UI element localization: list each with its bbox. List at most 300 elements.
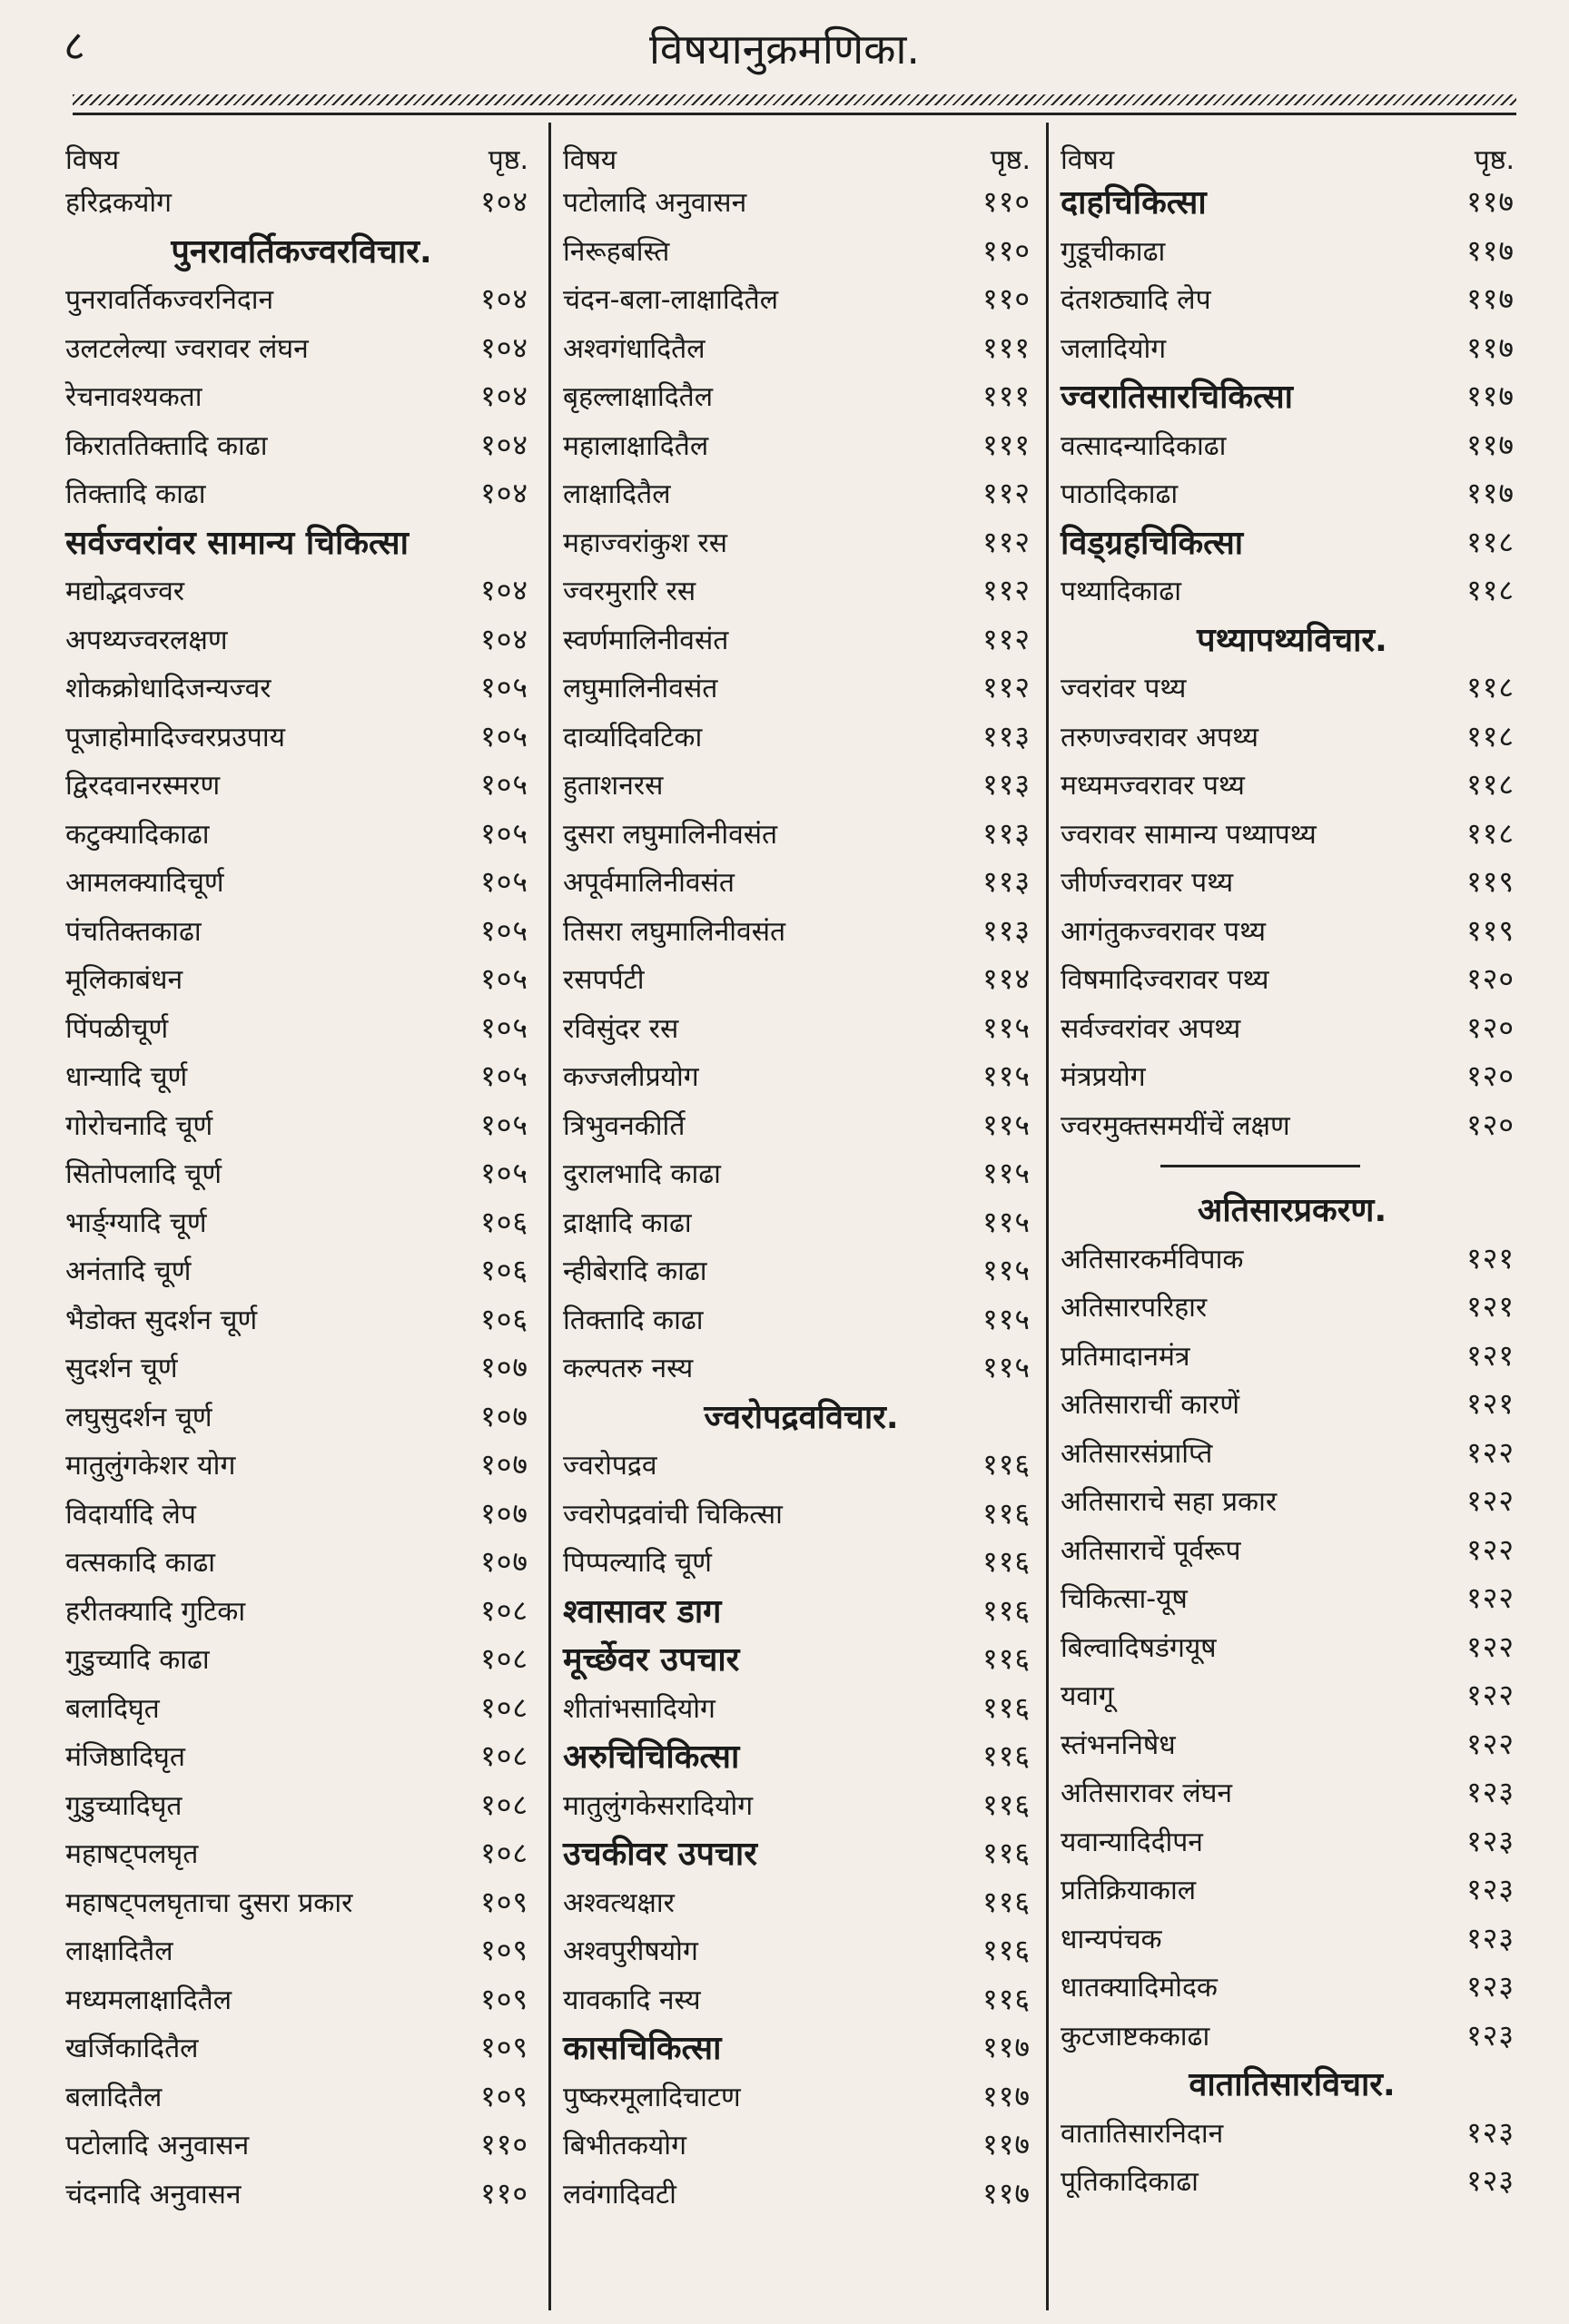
entry-title: दुरालभादि काढा bbox=[563, 1158, 721, 1191]
index-entry bbox=[563, 1537, 1040, 1586]
subsection-entry bbox=[563, 1828, 1040, 1877]
entry-page-number: ११८ bbox=[1466, 524, 1515, 559]
entry-title: वातातिसारविचार. bbox=[1189, 2066, 1396, 2104]
entry-title: शीतांभसादियोग bbox=[563, 1692, 715, 1725]
index-entry bbox=[563, 663, 1040, 712]
entry-title: बिल्वादिषडंगयूष bbox=[1061, 1631, 1217, 1664]
entry-page-number: १०९ bbox=[480, 1933, 528, 1968]
entry-title: अतिसारकर्मविपाक bbox=[1061, 1243, 1244, 1275]
entry-page-number: ११९ bbox=[1466, 912, 1515, 948]
entry-page-number: १२३ bbox=[1466, 2017, 1515, 2053]
entry-title: गोरोचनादि चूर्ण bbox=[65, 1109, 213, 1142]
entry-page-number: ११६ bbox=[982, 1981, 1031, 2016]
index-entry bbox=[65, 1731, 538, 1780]
entry-page-number: १०४ bbox=[480, 573, 528, 608]
entry-page-number: ११५ bbox=[982, 1009, 1031, 1045]
entry-title: जीर्णज्वरावर पथ्य bbox=[1061, 867, 1234, 900]
index-entry bbox=[65, 712, 538, 761]
index-entry bbox=[563, 809, 1040, 858]
entry-page-number: १०७ bbox=[480, 1495, 528, 1531]
entry-page-number: १०८ bbox=[480, 1592, 528, 1628]
index-entry bbox=[1061, 1428, 1524, 1477]
entry-title: अतिसारसंप्राप्ति bbox=[1061, 1437, 1213, 1470]
entry-page-number: ११३ bbox=[982, 912, 1031, 948]
entry-title: दार्व्यादिवटिका bbox=[563, 721, 703, 753]
index-entry bbox=[1061, 1003, 1524, 1052]
entry-page-number: ११६ bbox=[982, 1933, 1031, 1968]
entry-page-number: १०८ bbox=[480, 1787, 528, 1822]
subsection-entry bbox=[65, 517, 538, 566]
entry-title: आगंतुकज्वरावर पथ्य bbox=[1061, 915, 1267, 948]
index-entry bbox=[65, 1051, 538, 1100]
entry-title: बृहल्लाक्षादितैल bbox=[563, 381, 714, 414]
entry-page-number: १२२ bbox=[1466, 1726, 1515, 1761]
entry-page-number: ११० bbox=[480, 2127, 528, 2162]
index-entry bbox=[65, 274, 538, 323]
entry-title: अतिसारावर लंघन bbox=[1061, 1777, 1233, 1810]
entry-title: ज्वरोपद्रवविचार. bbox=[704, 1398, 899, 1436]
index-entry bbox=[1061, 566, 1524, 615]
entry-page-number: १०६ bbox=[480, 1253, 528, 1288]
entry-title: ज्वरमुक्तसमयींचें लक्षण bbox=[1061, 1109, 1290, 1142]
entry-title: लाक्षादितैल bbox=[65, 1935, 173, 1968]
entry-title: बलादितैल bbox=[65, 2081, 163, 2113]
entry-page-number: ११६ bbox=[982, 1592, 1031, 1628]
entry-title: मंत्रप्रयोग bbox=[1061, 1061, 1146, 1094]
entry-title: बिभीतकयोग bbox=[563, 2130, 686, 2162]
index-entry bbox=[563, 1148, 1040, 1197]
index-entry bbox=[65, 1148, 538, 1197]
entry-title: उचकीवर उपचार bbox=[563, 1836, 757, 1874]
entry-title: विदार्यादि लेप bbox=[65, 1498, 196, 1531]
entry-title: भैडोक्त सुदर्शन चूर्ण bbox=[65, 1304, 258, 1336]
index-entry bbox=[1061, 1817, 1524, 1866]
index-entry bbox=[1061, 1525, 1524, 1574]
index-entry bbox=[65, 1295, 538, 1344]
entry-title: खर्जिकादितैल bbox=[65, 2033, 199, 2065]
subsection-entry bbox=[1061, 371, 1524, 420]
index-entry bbox=[65, 420, 538, 469]
index-entry bbox=[65, 1780, 538, 1829]
index-entry bbox=[563, 712, 1040, 761]
index-entry bbox=[1061, 420, 1524, 469]
entry-page-number: ११० bbox=[480, 2175, 528, 2211]
index-entry bbox=[1061, 323, 1524, 372]
index-entry bbox=[563, 2072, 1040, 2121]
entry-page-number: ११५ bbox=[982, 1350, 1031, 1385]
index-entry bbox=[65, 1343, 538, 1392]
entry-title: धान्यादि चूर्ण bbox=[65, 1061, 188, 1094]
entry-title: वातातिसारनिदान bbox=[1061, 2117, 1224, 2150]
entry-title: पुष्करमूलादिचाटण bbox=[563, 2081, 741, 2113]
entry-page-number: ११६ bbox=[982, 1641, 1031, 1677]
entry-page-number: १०५ bbox=[480, 718, 528, 753]
entry-page-number: १२३ bbox=[1466, 1775, 1515, 1810]
index-entry bbox=[65, 177, 538, 226]
entry-title: अश्वगंधादितैल bbox=[563, 332, 706, 365]
entry-title: दाहचिकित्सा bbox=[1061, 184, 1207, 222]
entry-page-number: ११३ bbox=[982, 864, 1031, 900]
entry-page-number: १०६ bbox=[480, 1301, 528, 1336]
index-column-3 bbox=[1061, 123, 1524, 2301]
page-number: ८ bbox=[64, 21, 85, 70]
index-entry bbox=[563, 1100, 1040, 1149]
entry-page-number: ११२ bbox=[982, 476, 1031, 511]
entry-title: लघुमालिनीवसंत bbox=[563, 673, 718, 705]
decorative-border bbox=[73, 94, 1516, 105]
entry-page-number: १०९ bbox=[480, 1884, 528, 1919]
index-entry bbox=[1061, 2108, 1524, 2157]
entry-page-number: ११० bbox=[982, 281, 1031, 317]
entry-page-number: १०८ bbox=[480, 1689, 528, 1725]
entry-title: अतिसारपरिहार bbox=[1061, 1292, 1208, 1324]
entry-title: विषमादिज्वरावर पथ्य bbox=[1061, 964, 1269, 997]
index-entry bbox=[563, 954, 1040, 1003]
entry-title: गुडूचीकाढा bbox=[1061, 235, 1166, 268]
entry-title: पाठादिकाढा bbox=[1061, 478, 1179, 511]
entry-page-number: ११८ bbox=[1466, 767, 1515, 803]
entry-title: अतिसाराचे सहा प्रकार bbox=[1061, 1486, 1278, 1519]
entry-page-number: ११६ bbox=[982, 1447, 1031, 1482]
index-entry bbox=[65, 1489, 538, 1538]
entry-title: मातुलुंगकेसरादियोग bbox=[563, 1789, 754, 1822]
entry-page-number: १११ bbox=[982, 330, 1031, 365]
index-entry bbox=[65, 663, 538, 712]
entry-title: द्राक्षादि काढा bbox=[563, 1206, 692, 1239]
index-entry bbox=[563, 1489, 1040, 1538]
index-entry bbox=[563, 1925, 1040, 1974]
entry-page-number: १२० bbox=[1466, 961, 1515, 997]
column-header bbox=[65, 123, 538, 177]
index-entry bbox=[563, 857, 1040, 906]
entry-page-number: ११८ bbox=[1466, 718, 1515, 753]
entry-page-number: १२२ bbox=[1466, 1531, 1515, 1567]
entry-title: अतिसाराचें पूर्वरूप bbox=[1061, 1534, 1241, 1567]
index-entry bbox=[563, 517, 1040, 566]
entry-page-number: १०६ bbox=[480, 1204, 528, 1239]
entry-title: तिक्तादि काढा bbox=[563, 1304, 704, 1336]
entry-title: मातुलुंगकेशर योग bbox=[65, 1450, 236, 1482]
entry-page-number: १२१ bbox=[1466, 1289, 1515, 1324]
index-entry bbox=[1061, 1622, 1524, 1671]
entry-page-number: १०९ bbox=[480, 2030, 528, 2065]
entry-title: पुनरावर्तिकज्वरविचार. bbox=[171, 232, 432, 271]
entry-title: गुडुच्यादि काढा bbox=[65, 1644, 210, 1677]
entry-title: जलादियोग bbox=[1061, 332, 1167, 365]
entry-title: हरीतक्यादि गुटिका bbox=[65, 1595, 246, 1628]
entry-title: मद्योद्भवज्वर bbox=[65, 576, 185, 608]
index-column-1 bbox=[65, 123, 538, 2301]
entry-page-number: १०७ bbox=[480, 1398, 528, 1433]
entry-page-number: १२३ bbox=[1466, 2114, 1515, 2150]
index-entry bbox=[1061, 1573, 1524, 1622]
entry-page-number: ११७ bbox=[1466, 427, 1515, 462]
entry-page-number: ११७ bbox=[1466, 232, 1515, 268]
subsection-entry bbox=[1061, 517, 1524, 566]
entry-title: सर्वज्वरांवर सामान्य चिकित्सा bbox=[65, 524, 409, 562]
index-entry bbox=[65, 906, 538, 955]
index-entry bbox=[563, 1197, 1040, 1246]
entry-title: महाषट्पलघृत bbox=[65, 1838, 199, 1871]
entry-title: चंदन-बला-लाक्षादितैल bbox=[563, 284, 779, 317]
entry-page-number: १२३ bbox=[1466, 1969, 1515, 2004]
index-entry bbox=[563, 2120, 1040, 2169]
entry-page-number: ११२ bbox=[982, 524, 1031, 559]
entry-title: अश्वपुरीषयोग bbox=[563, 1935, 698, 1968]
entry-title: स्तंभननिषेध bbox=[1061, 1728, 1176, 1761]
entry-page-number: १०५ bbox=[480, 1107, 528, 1142]
entry-page-number: ११७ bbox=[1466, 184, 1515, 220]
index-entry bbox=[1061, 1331, 1524, 1380]
index-entry bbox=[1061, 468, 1524, 517]
entry-page-number: १२१ bbox=[1466, 1337, 1515, 1373]
entry-title: यावकादि नस्य bbox=[563, 1984, 701, 2016]
entry-page-number: १०४ bbox=[480, 379, 528, 414]
entry-page-number: १२२ bbox=[1466, 1678, 1515, 1713]
entry-page-number: ११३ bbox=[982, 815, 1031, 851]
index-entry bbox=[65, 1440, 538, 1489]
header-subject-label: विषय bbox=[563, 144, 617, 176]
index-entry bbox=[65, 1246, 538, 1295]
entry-title: हुताशनरस bbox=[563, 770, 664, 803]
index-entry bbox=[1061, 809, 1524, 858]
entry-page-number: ११५ bbox=[982, 1107, 1031, 1142]
index-entry bbox=[563, 1343, 1040, 1392]
entry-title: बलादिघृत bbox=[65, 1692, 160, 1725]
index-entry bbox=[563, 371, 1040, 420]
index-entry bbox=[65, 323, 538, 372]
index-entry bbox=[563, 1440, 1040, 1489]
entry-title: मध्यमलाक्षादितैल bbox=[65, 1984, 232, 2016]
entry-title: ज्वरांवर पथ्य bbox=[1061, 673, 1187, 705]
entry-page-number: ११६ bbox=[982, 1787, 1031, 1822]
entry-page-number: १०८ bbox=[480, 1836, 528, 1871]
entry-title: पूजाहोमादिज्वरप्रउपाय bbox=[65, 721, 286, 753]
entry-page-number: ११५ bbox=[982, 1253, 1031, 1288]
entry-title: लवंगादिवटी bbox=[563, 2178, 676, 2211]
section-heading bbox=[1061, 1185, 1524, 1234]
entry-page-number: ११२ bbox=[982, 573, 1031, 608]
index-entry bbox=[1061, 906, 1524, 955]
entry-page-number: १२३ bbox=[1466, 1823, 1515, 1858]
entry-title: उलटलेल्या ज्वरावर लंघन bbox=[65, 332, 309, 365]
entry-title: प्रतिक्रियाकाल bbox=[1061, 1875, 1197, 1907]
entry-title: पथ्यापथ्यविचार. bbox=[1197, 621, 1387, 659]
index-entry bbox=[1061, 274, 1524, 323]
entry-title: पिप्पल्यादि चूर्ण bbox=[563, 1547, 712, 1580]
index-column-2 bbox=[563, 123, 1040, 2301]
entry-title: महाषट्पलघृताचा दुसरा प्रकार bbox=[65, 1886, 353, 1919]
entry-title: अतिसारप्रकरण. bbox=[1197, 1192, 1387, 1230]
index-entry bbox=[65, 2072, 538, 2121]
entry-page-number: ११७ bbox=[1466, 476, 1515, 511]
page-title: विषयानुक्रमणिका. bbox=[648, 25, 921, 74]
entry-page-number: ११८ bbox=[1466, 670, 1515, 705]
entry-title: रसपर्पटी bbox=[563, 964, 645, 997]
index-entry bbox=[65, 1634, 538, 1683]
index-entry bbox=[1061, 1865, 1524, 1914]
section-heading bbox=[65, 226, 538, 275]
column-header bbox=[1061, 123, 1524, 177]
entry-page-number: १२३ bbox=[1466, 1920, 1515, 1955]
entry-title: अपथ्यज्वरलक्षण bbox=[65, 624, 228, 656]
index-entry bbox=[563, 323, 1040, 372]
entry-page-number: ११८ bbox=[1466, 573, 1515, 608]
entry-page-number: ११७ bbox=[1466, 330, 1515, 365]
subsection-entry bbox=[563, 1634, 1040, 1683]
index-entry bbox=[1061, 954, 1524, 1003]
index-entry bbox=[563, 226, 1040, 275]
entry-page-number: ११५ bbox=[982, 1204, 1031, 1239]
index-entry bbox=[1061, 2156, 1524, 2205]
index-entry bbox=[1061, 1962, 1524, 2011]
entry-title: सर्वज्वरांवर अपथ्य bbox=[1061, 1012, 1241, 1045]
entry-title: कुटजाष्टककाढा bbox=[1061, 2020, 1210, 2053]
entry-title: वत्सादन्यादिकाढा bbox=[1061, 429, 1227, 462]
entry-title: मूलिकाबंधन bbox=[65, 964, 183, 997]
entry-page-number: १०४ bbox=[480, 184, 528, 220]
entry-page-number: ११८ bbox=[1466, 815, 1515, 851]
entry-page-number: ११६ bbox=[982, 1884, 1031, 1919]
entry-page-number: १२० bbox=[1466, 1059, 1515, 1094]
index-entry bbox=[563, 615, 1040, 664]
entry-page-number: १०८ bbox=[480, 1738, 528, 1774]
index-entry bbox=[65, 2120, 538, 2169]
entry-page-number: १२२ bbox=[1466, 1581, 1515, 1616]
index-entry bbox=[563, 1295, 1040, 1344]
entry-title: आमलक्यादिचूर्ण bbox=[65, 867, 224, 900]
entry-page-number: ११७ bbox=[1466, 379, 1515, 414]
index-entry bbox=[65, 1828, 538, 1877]
entry-page-number: १०४ bbox=[480, 427, 528, 462]
entry-title: विड्ग्रहचिकित्सा bbox=[1061, 524, 1244, 562]
index-entry bbox=[1061, 1051, 1524, 1100]
entry-page-number: १०५ bbox=[480, 961, 528, 997]
index-entry bbox=[65, 857, 538, 906]
entry-page-number: ११३ bbox=[982, 767, 1031, 803]
index-entry bbox=[65, 371, 538, 420]
entry-page-number: १२२ bbox=[1466, 1434, 1515, 1470]
index-entry bbox=[1061, 663, 1524, 712]
entry-page-number: ११४ bbox=[982, 961, 1031, 997]
index-entry bbox=[65, 1974, 538, 2024]
header-subject-label: विषय bbox=[65, 144, 120, 176]
entry-page-number: १११ bbox=[982, 427, 1031, 462]
entry-title: निरूहबस्ति bbox=[563, 235, 670, 268]
entry-page-number: १२२ bbox=[1466, 1629, 1515, 1664]
entry-page-number: ११२ bbox=[982, 670, 1031, 705]
index-entry bbox=[1061, 712, 1524, 761]
entry-title: चिकित्सा-यूष bbox=[1061, 1583, 1188, 1616]
index-entry bbox=[65, 2023, 538, 2072]
entry-page-number: ११७ bbox=[982, 2127, 1031, 2162]
index-entry bbox=[563, 760, 1040, 809]
entry-title: वत्सकादि काढा bbox=[65, 1547, 216, 1580]
entry-title: रविसुंदर रस bbox=[563, 1012, 679, 1045]
index-entry bbox=[1061, 2011, 1524, 2060]
entry-page-number: ११० bbox=[982, 232, 1031, 268]
index-entry bbox=[65, 1392, 538, 1441]
entry-title: अतिसाराचीं कारणें bbox=[1061, 1389, 1240, 1422]
index-entry bbox=[1061, 226, 1524, 275]
entry-page-number: १११ bbox=[982, 379, 1031, 414]
entry-page-number: ११९ bbox=[1466, 864, 1515, 900]
index-entry bbox=[563, 468, 1040, 517]
entry-title: हरिद्रकयोग bbox=[65, 187, 172, 220]
entry-title: पंचतिक्तकाढा bbox=[65, 915, 202, 948]
index-entry bbox=[563, 1780, 1040, 1829]
entry-title: कल्पतरु नस्य bbox=[563, 1353, 694, 1385]
subsection-entry bbox=[1061, 177, 1524, 226]
index-entry bbox=[563, 2169, 1040, 2218]
entry-page-number: ११६ bbox=[982, 1495, 1031, 1531]
index-entry bbox=[1061, 857, 1524, 906]
entry-page-number: १०५ bbox=[480, 1156, 528, 1191]
entry-title: रेचनावश्यकता bbox=[65, 381, 202, 414]
entry-title: पथ्यादिकाढा bbox=[1061, 576, 1181, 608]
entry-title: मध्यमज्वरावर पथ्य bbox=[1061, 770, 1245, 803]
entry-title: कासचिकित्सा bbox=[563, 2030, 722, 2068]
entry-title: यवान्यादिदीपन bbox=[1061, 1826, 1203, 1858]
index-entry bbox=[563, 1246, 1040, 1295]
header-page-label: पृष्ठ. bbox=[1474, 144, 1515, 176]
index-entry bbox=[65, 468, 538, 517]
entry-title: शोकक्रोधादिजन्यज्वर bbox=[65, 673, 271, 705]
index-entry bbox=[563, 1877, 1040, 1926]
entry-title: दंतशठ्यादि लेप bbox=[1061, 284, 1211, 317]
entry-title: तिसरा लघुमालिनीवसंत bbox=[563, 915, 786, 948]
entry-title: अनंतादि चूर्ण bbox=[65, 1256, 192, 1288]
entry-title: यवागू bbox=[1061, 1680, 1114, 1713]
index-entry bbox=[65, 1003, 538, 1052]
index-entry bbox=[1061, 1282, 1524, 1331]
index-entry bbox=[65, 1925, 538, 1974]
section-heading bbox=[1061, 615, 1524, 664]
entry-page-number: १०९ bbox=[480, 2078, 528, 2113]
header-subject-label: विषय bbox=[1061, 144, 1115, 176]
entry-title: ज्वरातिसारचिकित्सा bbox=[1061, 379, 1293, 417]
entry-title: भार्ङ्ग्यादि चूर्ण bbox=[65, 1206, 207, 1239]
entry-title: अरुचिचिकित्सा bbox=[563, 1738, 740, 1777]
subsection-entry bbox=[563, 1731, 1040, 1780]
entry-title: अश्वत्थक्षार bbox=[563, 1886, 675, 1919]
subsection-entry bbox=[563, 2023, 1040, 2072]
index-entry bbox=[563, 274, 1040, 323]
entry-page-number: ११५ bbox=[982, 1059, 1031, 1094]
entry-title: कटुक्यादिकाढा bbox=[65, 818, 210, 851]
entry-page-number: १२३ bbox=[1466, 1872, 1515, 1907]
entry-title: चंदनादि अनुवासन bbox=[65, 2178, 242, 2211]
entry-page-number: १२१ bbox=[1466, 1240, 1515, 1275]
entry-title: पिंपळीचूर्ण bbox=[65, 1012, 169, 1045]
entry-title: प्रतिमादानमंत्र bbox=[1061, 1340, 1190, 1373]
entry-page-number: १०४ bbox=[480, 330, 528, 365]
entry-title: धातक्यादिमोदक bbox=[1061, 1972, 1218, 2004]
short-rule bbox=[1160, 1165, 1360, 1167]
entry-title: कज्जलीप्रयोग bbox=[563, 1061, 699, 1094]
entry-title: अपूर्वमालिनीवसंत bbox=[563, 867, 735, 900]
header-page-label: पृष्ठ. bbox=[488, 144, 528, 176]
entry-title: श्वासावर डाग bbox=[563, 1592, 722, 1630]
index-entry bbox=[563, 566, 1040, 615]
entry-title: तिक्तादि काढा bbox=[65, 478, 206, 511]
section-heading bbox=[1061, 2059, 1524, 2108]
entry-page-number: ११६ bbox=[982, 1836, 1031, 1871]
entry-page-number: १२३ bbox=[1466, 2163, 1515, 2199]
entry-title: ज्वरावर सामान्य पथ्यापथ्य bbox=[1061, 818, 1317, 851]
entry-page-number: १२० bbox=[1466, 1009, 1515, 1045]
entry-title: गुडुच्यादिघृत bbox=[65, 1789, 183, 1822]
